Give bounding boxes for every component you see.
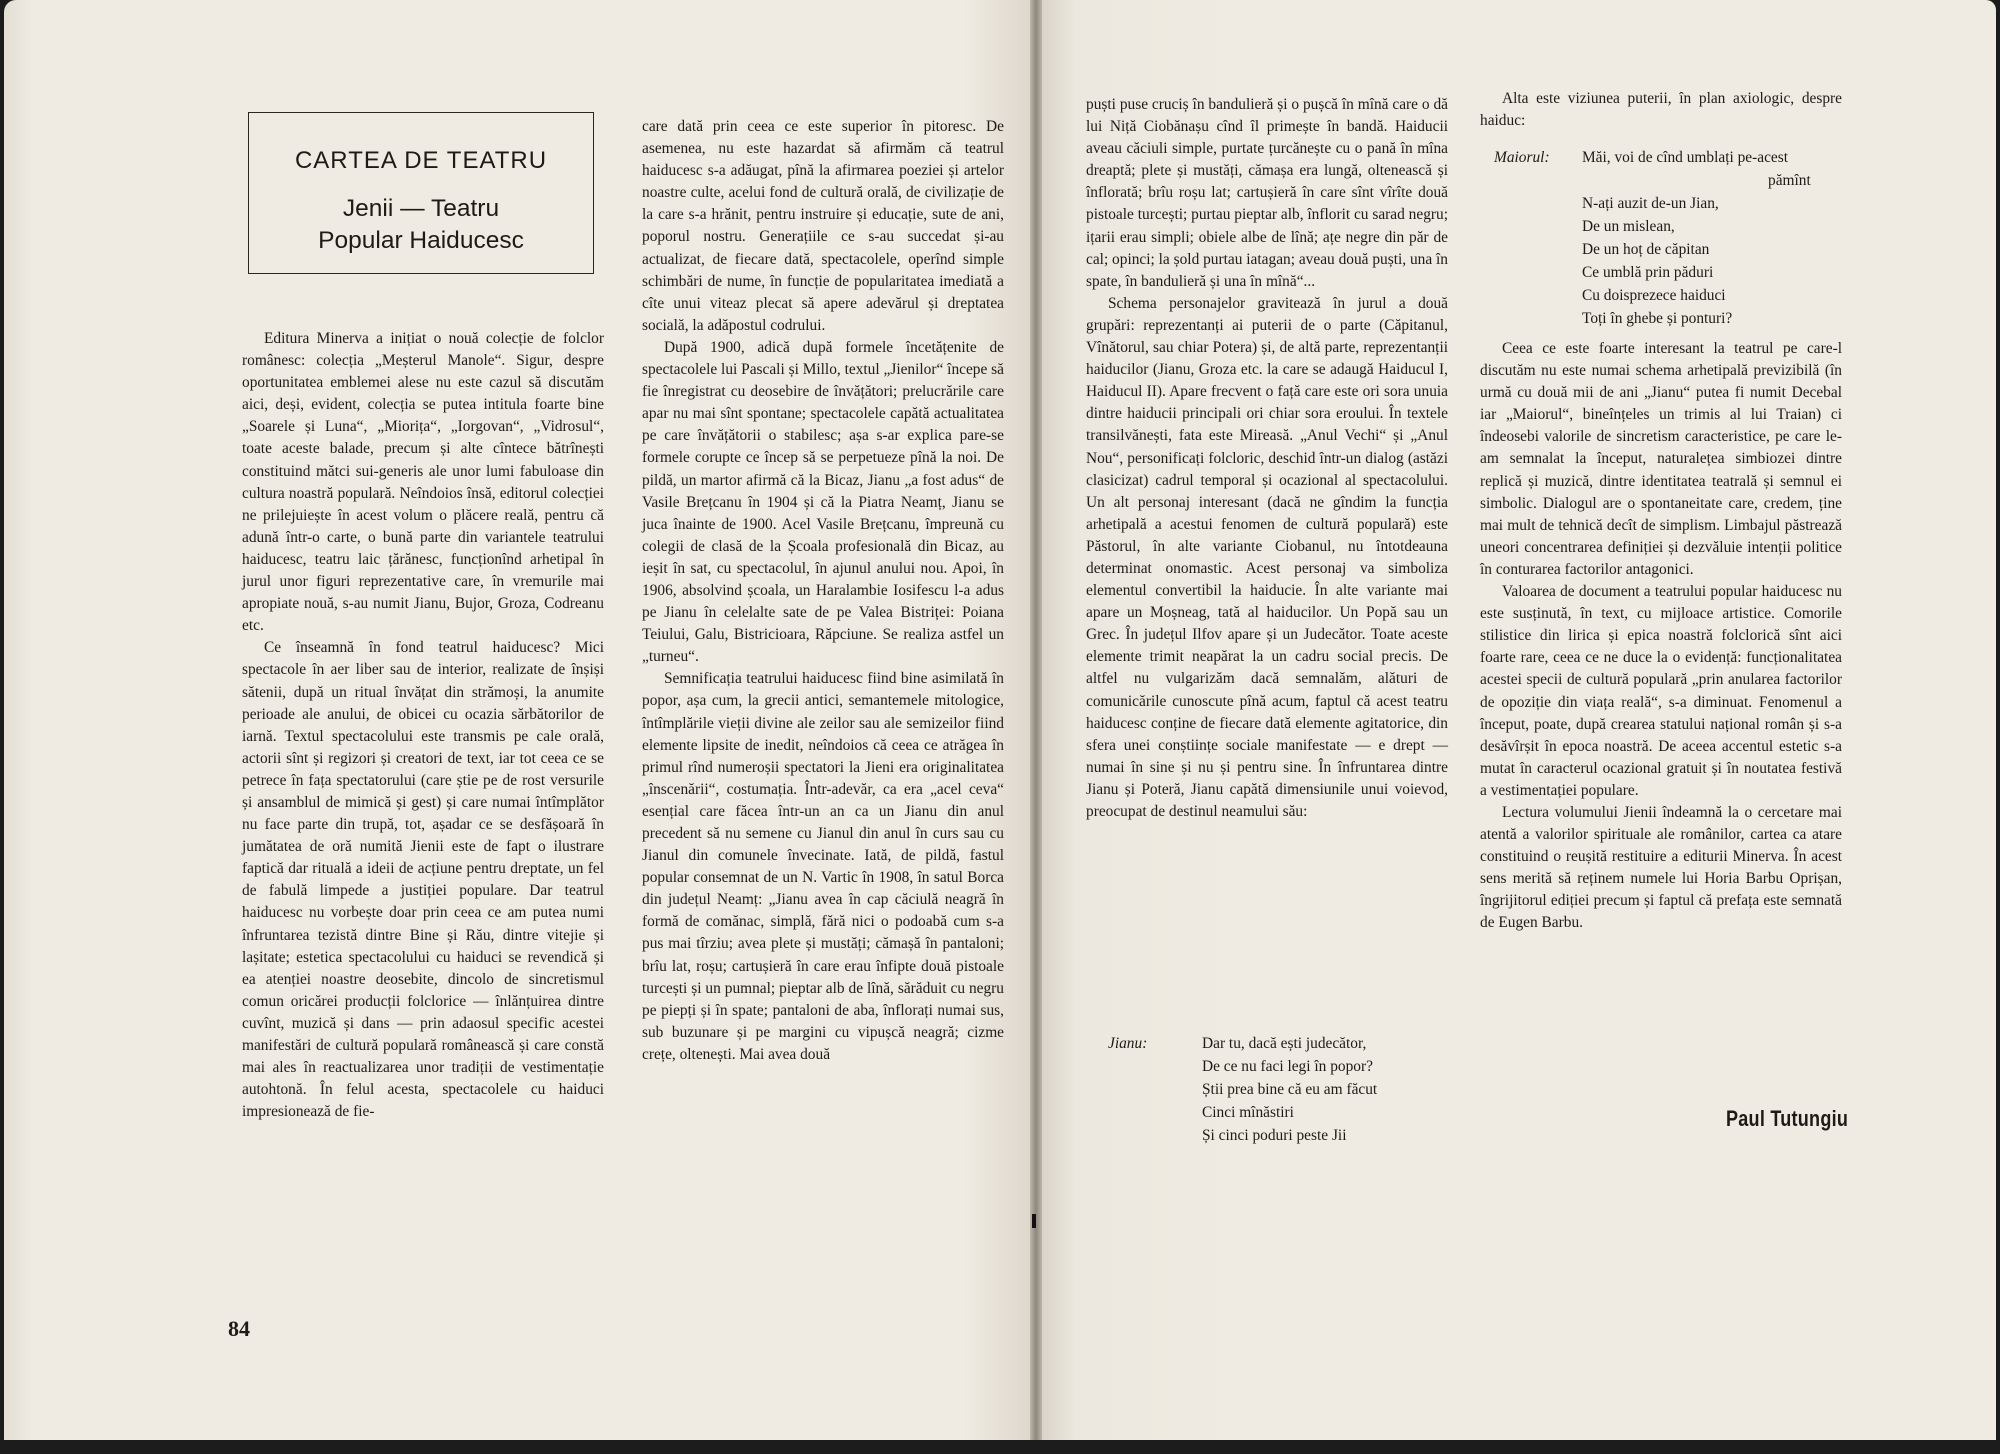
right-page bbox=[1036, 0, 1996, 1440]
poem-line: Cu doisprezece haiduci bbox=[1582, 287, 1726, 304]
column-2 bbox=[642, 116, 1004, 1066]
subtitle-line: Jenii — Teatru bbox=[342, 195, 500, 222]
paragraph: Schema personajelor gravitează în jurul a două grupări: reprezentanți ai puterii de o parte (Căpitanul, Vînătorul, sau chiar Potera) și, de altă parte, reprezentanții haiducilor (Jianu, Groza etc. la care se adaugă Haiducul I, Haiducul II). Apare frecvent o față care este ori sora unuia dintre haiducii principali ori chiar sora eroului. În textele transilvănești, fata este Mireasă. „Anul Vechi“ și „Anul Nou“, personificați folcloric, deschid într-un dialog (astăzi clasicizat) cadrul temporal și ocazional al spectacolului. Un alt personaj interesant (dacă ne gîndim la funcția arhetipală a acestui fenomen de cultură populară) este Păstorul, în alte variante Ciobanul, nu întotdeauna determinat onomastic. Acest personaj va simboliza elementul convertibil la haiducie. În alte variante mai apare un Moșneag, tată al haiducilor. Un Popă sau un Grec. În județul Ilfov apare și un Judecător. Toate aceste elemente trimit neapărat la un cadru social precis. De altfel nu vulgarizăm dacă semnalăm, alături de comunicările cunoscute pînă acum, faptul că acest teatru haiducesc conține de fiecare dată elemente agitatorice, din sfera unei conștiințe sociale manifestate — e drept — numai în sine și nu și pentru sine. În înfruntarea dintre Jianu și Poteră, Jianu capătă dimensiunile unui voievod, preocupat de destinul neamului său: bbox=[1086, 294, 1448, 820]
poem-line: Dar tu, dacă ești judecător, bbox=[1202, 1035, 1367, 1052]
gutter-mark bbox=[1032, 1214, 1036, 1228]
poem-speaker: Jianu: bbox=[1108, 1035, 1148, 1052]
title-box bbox=[248, 112, 594, 274]
paragraph: Ceea ce este foarte interesant la teatrul pe care-l discutăm nu este numai schema arhetipală previzibilă (în urmă cu două mii de ani „Jianu“ putea fi numit Decebal iar „Maiorul“, bineînțeles un trimis al lui Traian) ci îndeosebi valorile de sincretism caracteristice, pe care le-am semnalat la început, naturalețea simbiozei dintre replică și muzică, dintre identitatea teatrală și semnul ei simbolic. Dialogul are o spontaneitate care, credem, ține mai mult de tehnică decît de simplism. Limbajul păstrează uneori concentrarea definiției și dezvăluie intenții politice în conturarea factorilor antagonici. bbox=[1480, 340, 1842, 578]
poem-line: Măi, voi de cînd umblați pe-acest bbox=[1582, 149, 1789, 166]
poem-jianu bbox=[1108, 1032, 1448, 1147]
poem-line: Și cinci poduri peste Jii bbox=[1202, 1127, 1347, 1144]
poem-line: De un hoț de căpitan bbox=[1582, 241, 1710, 258]
subtitle-line: Popular Haiducesc bbox=[318, 227, 524, 254]
paragraph: După 1900, adică după formele încetățenite de spectacolele lui Pascali și Millo, textul „Jienilor“ începe să fie înregistrat cu deosebire de învățători; prelucrările care apar nu mai sînt spontane; spectacolele capătă actualitatea pe care învățătorii o stabilesc; așa s-ar explica pare-se formele corupte ce încep să se perpetueze pînă la noi. De pildă, un martor afirmă că la Bicaz, Jianu „a fost adus“ de Vasile Brețcanu în 1904 și că la Piatra Neamț, Jianu se juca înainte de 1900. Acel Vasile Brețcanu, împreună cu colegii de clasă de la Școala profesională din Bicaz, au ieșit în sat, cu spectacolul, în ajunul anului nou. Apoi, în 1906, absolvind școala, un Haralambie Iosifescu l-a adus pe Jianu în celelalte sate de pe Valea Bistriței: Poiana Teiului, Galu, Bistricioara, Răpciune. Se realiza astfel un „turneu“. bbox=[642, 338, 1004, 666]
poem-lines bbox=[1582, 146, 1854, 330]
article-subtitle bbox=[249, 193, 593, 257]
paragraph: Ce înseamnă în fond teatrul haiducesc? Mici spectacole în aer liber sau de interior, realizate de înșiși sătenii, după un ritual învățat din strămoși, la anumite perioade ale anului, de obicei cu ocazia sărbătorilor de iarnă. Textul spectacolului este transmis pe cale orală, actorii sînt și regizori și creatori de text, iar tot ceea ce se petrece în fața spectatorului (care știe pe de rost versurile și ansamblul de mimică și gest) și care numai întîmplător nu face parte din trupă, tot, așadar ce se desfășoară în jumătatea de oră numită Jienii este de fapt o ilustrare faptică dar rituală a ideii de acțiune pentru dreptate, un fel de fabulă limpede a justiției populare. Dar teatrul haiducesc nu vorbește doar prin ceea ce am putea numi înfruntarea tezistă dintre Bine și Rău, dintre vitejie și lașitate; estetica spectacolului cu haiduci se revendică și ea atenției noastre deosebite, dincolo de sincretismul comun oricărei producții folclorice — înlănțuirea dintre cuvînt, muzică și dans — prin adaosul specific acestei manifestări de cultură populară românească și care constă mai ales în reactualizarea unor tradiții de vestimentație autohtonă. În felul acesta, spectacolele cu haiduci impresionează de fie- bbox=[242, 639, 604, 1121]
poem-speaker: Maiorul: bbox=[1494, 149, 1550, 166]
poem-maiorul bbox=[1494, 146, 1854, 330]
paragraph: Alta este viziunea puterii, în plan axiologic, despre haiduc: bbox=[1480, 90, 1842, 130]
column-4-body bbox=[1480, 338, 1842, 935]
column-1 bbox=[242, 328, 604, 1123]
poem-line: De un mislean, bbox=[1582, 218, 1675, 235]
poem-line: De ce nu faci legi în popor? bbox=[1202, 1058, 1373, 1075]
left-page bbox=[4, 0, 1036, 1440]
column-3 bbox=[1086, 94, 1448, 823]
poem-line: pămînt bbox=[1768, 172, 1811, 189]
column-4 bbox=[1480, 88, 1842, 132]
paragraph: Editura Minerva a inițiat o nouă colecție de folclor românesc: colecția „Meșterul Manole“. Sigur, despre oportunitatea emblemei alese nu este cazul să discutăm aici, deși, evident, colecția se putea intitula foarte bine „Soarele și Luna“, „Miorița“, „Iorgovan“, „Vidrosul“, toate aceste balade, precum și alte cîntece bătrînești constituind mătci sui-generis ale unor lumi fabuloase din cultura noastră populară. Neîndoios însă, editorul colecției ne prilejuiește în acest volum o plăcere reală, pentru că adună într-o carte, o bună parte din variantele teatrului haiducesc, teatru laic țărănesc, funcționînd arhetipal în jurul unor figuri reprezentative care, în vremurile mai apropiate nouă, s-au numit Jianu, Bujor, Groza, Codreanu etc. bbox=[242, 330, 604, 635]
paragraph: care dată prin ceea ce este superior în pitoresc. De asemenea, nu este hazardat să afirmăm că teatrul haiducesc s-a adăugat, pînă la afirmarea poeziei și artelor noastre culte, acelui fond de cultură orală, de civilizație de la care s-a hrănit, pentru instruire și educație, sute de ani, poporul nostru. Generațiile ce s-au succedat și-au actualizat, de fiecare dată, spectacolele, operînd simple schimbări de nume, în funcție de popularitatea imediată a cîte unui viteaz plecat să apere adevărul și dreptatea socială, la adăpostul codrului. bbox=[642, 118, 1004, 334]
poem-line: Cinci mînăstiri bbox=[1202, 1104, 1294, 1121]
paragraph: Lectura volumului Jienii îndeamnă la o cercetare mai atentă a valorilor spirituale ale românilor, cartea ca atare constituind o reușită restituire a editurii Minerva. În acest sens merită să reținem numele lui Horia Barbu Oprișan, îngrijitorul ediției precum și faptul că prefața este semnată de Eugen Barbu. bbox=[1480, 803, 1842, 932]
poem-line: Toți în ghebe și ponturi? bbox=[1582, 310, 1733, 327]
page-number: 84 bbox=[228, 1316, 250, 1341]
poem-line: Știi prea bine că eu am făcut bbox=[1202, 1081, 1378, 1098]
paragraph: Semnificația teatrului haiducesc fiind bine asimilată în popor, așa cum, la grecii antici, semantemele mitologice, întîmplările vieții divine ale zeilor sau ale semizeilor fiind elemente lipsite de inedit, neîndoios că ceea ce atrăgea în primul rînd numeroșii spectatori la Jieni era originalitatea „înscenării“, costumația. Într-adevăr, ca era „acel ceva“ esențial care făcea într-un an ca un Jianu din anul precedent să nu semene cu Jianul din anul în curs sau cu Jianul din comunele învecinate. Iată, de pildă, fastul popular consemnat de un N. Vartic în 1908, în satul Borca din județul Neamț: „Jianu avea în cap căciulă neagră în formă de comănac, simplă, fără nici o podoabă cum s-a pus mai tîrziu; avea plete și mustăți; cămașă în pantaloni; brîu lat, roșu; cartușieră în care erau înfipte două pistoale turcești și un pumnal; pieptar alb de lînă, sărăduit cu negru pe piepți și în spate; pantaloni de aba, înflorați numai sus, sub buzunare și pe margini cu vipușcă neagră; cizme crețe, oltenești. Mai avea două bbox=[642, 670, 1004, 1063]
paragraph: Valoarea de document a teatrului popular haiducesc nu este susținută, în text, cu mijloace artistice. Comorile stilistice din lirica și epica noastră folclorică sînt aici foarte rare, ceea ce ne duce la o evidență: funcționalitatea acestei specii de cultură populară „prin anularea factorilor de opoziție din viața reală“, s-a diminuat. Fenomenul a început, poate, după crearea statului național român și s-a desăvîrșit în epoca noastră. De aceea accentul estetic s-a mutat în caracterul ocazional gratuit și în noutatea festivă a vestimentației populare. bbox=[1480, 583, 1842, 799]
paragraph: puști puse cruciș în bandulieră și o pușcă în mînă care o dă lui Niță Ciobănașu cînd îl primește în bandă. Haiducii aveau căciuli simple, purtate țurcănește cu o pană în mîna dreaptă; plete și mustăți, cămașa era lungă, oltenească și înflorată; brîu roșu lat; cartușieră în care sînt vîrîte două pistoale turcești; purtau pieptar alb, înflorit cu sarad negru; ițarii erau simpli; obiele albe de lînă; ațe negre din păr de cal; opinci; la șold purtau iatagan; aveau două puști, una în spate, în bandulieră și una în mînă“... bbox=[1086, 96, 1449, 290]
author-signature: Paul Tutungiu bbox=[1726, 1106, 1849, 1131]
poem-line: N-ați auzit de-un Jian, bbox=[1582, 195, 1719, 212]
poem-line: Ce umblă prin păduri bbox=[1582, 264, 1714, 281]
poem-lines bbox=[1202, 1032, 1448, 1147]
section-title: CARTEA DE TEATRU bbox=[294, 147, 548, 174]
